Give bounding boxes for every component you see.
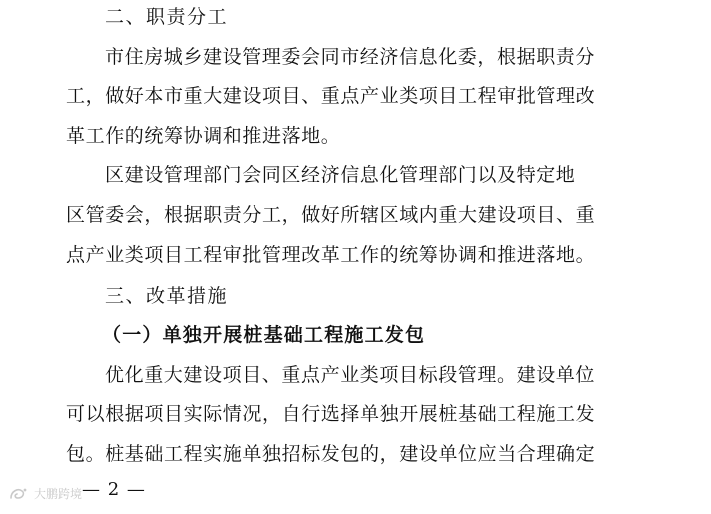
paragraph-line: 区管委会，根据职责分工，做好所辖区域内重大建设项目、重 — [66, 204, 596, 226]
section-heading-duties: 二、职责分工 — [105, 6, 229, 28]
watermark — [8, 486, 82, 502]
paragraph-line: 革工作的统筹协调和推进落地。 — [66, 125, 341, 147]
watermark-logo-icon — [8, 486, 30, 502]
paragraph-line: 可以根据项目实际情况，自行选择单独开展桩基础工程施工发 — [66, 403, 596, 425]
paragraph-line: 区建设管理部门会同区经济信息化管理部门以及特定地 — [105, 164, 576, 186]
section-heading-measures: 三、改革措施 — [105, 285, 229, 307]
paragraph-line: 工，做好本市重大建设项目、重点产业类项目工程审批管理改 — [66, 85, 596, 107]
paragraph-line: 包。桩基础工程实施单独招标发包的，建设单位应当合理确定 — [66, 443, 596, 465]
paragraph-line: 点产业类项目工程审批管理改革工作的统筹协调和推进落地。 — [66, 244, 596, 266]
watermark-text: 大鹏跨境 — [34, 487, 83, 501]
page-number: — 2 — — [82, 479, 146, 500]
paragraph-line: 优化重大建设项目、重点产业类项目标段管理。建设单位 — [105, 364, 596, 386]
subsection-heading: （一）单独开展桩基础工程施工发包 — [102, 324, 426, 346]
paragraph-line: 市住房城乡建设管理委会同市经济信息化委，根据职责分 — [105, 46, 596, 68]
